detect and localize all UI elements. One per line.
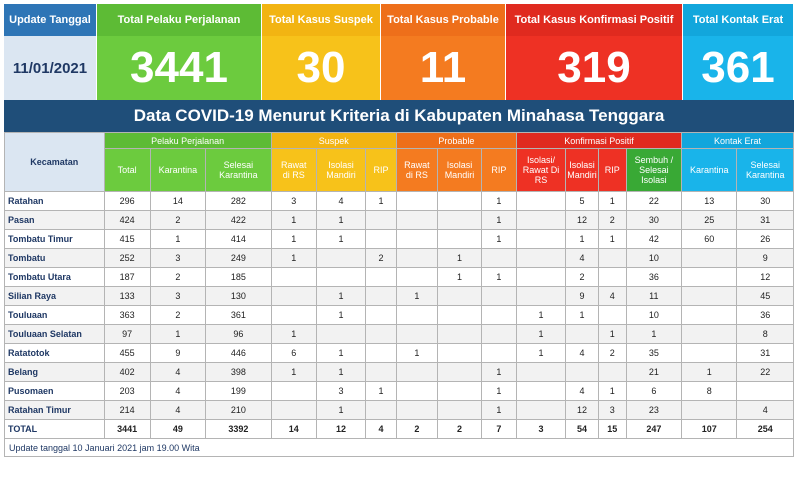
table-cell: 1 [150,230,205,249]
table-cell: 2 [396,420,437,439]
table-cell [482,306,517,325]
table-cell [316,249,365,268]
table-cell [396,363,437,382]
table-cell: 187 [104,268,150,287]
table-cell: 1 [437,268,481,287]
update-date-value: 11/01/2021 [12,59,88,77]
kecamatan-name: Silian Raya [5,287,105,306]
table-cell: 1 [482,192,517,211]
table-row [5,268,794,287]
table-cell: 1 [566,306,599,325]
table-cell: 1 [516,344,565,363]
table-cell: 45 [737,287,794,306]
table-cell [396,401,437,420]
column-header: Selesai Karantina [206,149,272,192]
table-cell [437,401,481,420]
table-cell [366,363,397,382]
table-cell [682,268,737,287]
table-cell: 3392 [206,420,272,439]
table-cell: 1 [316,211,365,230]
table-cell [598,268,626,287]
table-cell: 1 [271,249,316,268]
table-cell [437,344,481,363]
table-row [5,287,794,306]
table-cell [366,325,397,344]
table-cell: 1 [482,382,517,401]
table-cell [516,268,565,287]
table-cell: 1 [482,211,517,230]
summary-card [683,4,794,100]
table-cell: 185 [206,268,272,287]
table-cell [598,249,626,268]
column-header: Selesai Karantina [737,149,794,192]
table-cell [271,382,316,401]
table-row [5,249,794,268]
table-cell: 107 [682,420,737,439]
table-cell: 10 [626,306,681,325]
table-cell: 1 [516,306,565,325]
summary-card-value: 11 [419,43,467,92]
table-cell: 1 [626,325,681,344]
table-cell: 1 [682,363,737,382]
table-cell: 402 [104,363,150,382]
table-cell: 361 [206,306,272,325]
table-cell [437,382,481,401]
table-cell [516,287,565,306]
group-header: Probable [396,133,516,149]
kecamatan-name: Ratahan [5,192,105,211]
table-cell: 9 [566,287,599,306]
table-cell [482,344,517,363]
table-cell: 4 [737,401,794,420]
table-cell [682,325,737,344]
kecamatan-name: TOTAL [5,420,105,439]
table-cell: 13 [682,192,737,211]
table-cell: 3 [598,401,626,420]
covid-table [4,132,794,439]
table-cell: 4 [366,420,397,439]
table-cell [566,325,599,344]
table-cell: 2 [150,211,205,230]
summary-card-value: 3441 [130,43,228,92]
summary-card-value: 319 [557,43,631,92]
table-cell: 1 [396,287,437,306]
table-cell: 15 [598,420,626,439]
column-header: Rawat di RS [396,149,437,192]
update-date-label: Update Tanggal [4,4,96,36]
table-cell: 249 [206,249,272,268]
group-header: Suspek [271,133,396,149]
table-cell: 446 [206,344,272,363]
table-cell [682,344,737,363]
table-cell: 363 [104,306,150,325]
table-row [5,401,794,420]
table-cell [482,287,517,306]
table-cell [366,401,397,420]
table-row [5,230,794,249]
table-cell: 12 [737,268,794,287]
column-header: Isolasi Mandiri [566,149,599,192]
table-cell: 4 [150,401,205,420]
table-cell [437,325,481,344]
table-cell: 11 [626,287,681,306]
table-cell: 23 [626,401,681,420]
table-cell [516,192,565,211]
table-cell: 4 [566,382,599,401]
table-cell: 4 [316,192,365,211]
table-cell: 8 [737,325,794,344]
table-cell: 26 [737,230,794,249]
table-cell [482,325,517,344]
table-cell: 14 [271,420,316,439]
summary-card [97,4,262,100]
table-cell [437,230,481,249]
table-cell: 2 [566,268,599,287]
table-cell: 6 [271,344,316,363]
table-cell: 1 [437,249,481,268]
table-cell [437,211,481,230]
table-cell [366,268,397,287]
table-cell: 1 [271,325,316,344]
table-cell: 12 [566,211,599,230]
table-cell: 25 [682,211,737,230]
table-cell: 2 [150,268,205,287]
table-cell [366,306,397,325]
table-cell: 3 [150,287,205,306]
table-cell: 12 [316,420,365,439]
table-cell: 60 [682,230,737,249]
table-cell: 282 [206,192,272,211]
total-row [5,420,794,439]
table-cell: 199 [206,382,272,401]
table-cell [366,344,397,363]
table-cell: 2 [598,211,626,230]
table-cell [737,382,794,401]
kecamatan-name: Ratahan Timur [5,401,105,420]
table-cell: 422 [206,211,272,230]
table-cell [482,249,517,268]
group-header: Pelaku Perjalanan [104,133,271,149]
kecamatan-name: Tombatu Timur [5,230,105,249]
column-header: Rawat di RS [271,149,316,192]
page-title: Data COVID-19 Menurut Kriteria di Kabupaten Minahasa Tenggara [4,100,794,132]
table-cell: 3441 [104,420,150,439]
table-cell [396,192,437,211]
table-cell [516,382,565,401]
update-date-card [4,4,97,100]
table-cell: 1 [396,344,437,363]
table-cell: 247 [626,420,681,439]
table-cell: 214 [104,401,150,420]
table-cell: 1 [316,306,365,325]
summary-card-label: Total Kasus Konfirmasi Positif [506,4,682,36]
table-cell: 31 [737,211,794,230]
summary-card-value: 361 [701,43,775,92]
table-cell: 296 [104,192,150,211]
summary-card-label: Total Kasus Probable [381,4,505,36]
table-cell: 1 [598,325,626,344]
table-cell [396,382,437,401]
column-header: RIP [598,149,626,192]
table-cell: 1 [482,230,517,249]
table-cell [366,230,397,249]
table-cell: 1 [271,363,316,382]
table-cell [396,230,437,249]
table-cell: 35 [626,344,681,363]
table-cell: 4 [150,382,205,401]
group-header: Konfirmasi Positif [516,133,681,149]
table-cell: 2 [150,306,205,325]
table-cell [316,325,365,344]
table-cell [316,268,365,287]
table-cell: 54 [566,420,599,439]
table-cell: 252 [104,249,150,268]
table-cell: 30 [626,211,681,230]
table-cell: 133 [104,287,150,306]
table-cell: 36 [737,306,794,325]
table-cell: 4 [150,363,205,382]
table-cell: 1 [316,363,365,382]
table-cell: 1 [516,325,565,344]
table-cell [598,363,626,382]
table-cell: 3 [316,382,365,401]
table-cell: 4 [566,249,599,268]
table-cell: 2 [366,249,397,268]
table-cell [516,363,565,382]
table-row [5,325,794,344]
table-cell: 1 [316,287,365,306]
summary-card [381,4,506,100]
table-cell [271,401,316,420]
table-cell: 203 [104,382,150,401]
table-cell: 22 [626,192,681,211]
table-cell: 9 [737,249,794,268]
table-cell: 36 [626,268,681,287]
table-cell: 1 [316,401,365,420]
kecamatan-name: Tombatu [5,249,105,268]
update-footer: Update tanggal 10 Januari 2021 jam 19.00 Wita [4,439,794,457]
table-row [5,382,794,401]
table-row [5,306,794,325]
table-cell: 424 [104,211,150,230]
table-cell [598,306,626,325]
table-cell [516,401,565,420]
table-cell: 22 [737,363,794,382]
table-cell [437,306,481,325]
kecamatan-name: Ratatotok [5,344,105,363]
table-cell: 12 [566,401,599,420]
column-header: Sembuh / Selesai Isolasi [626,149,681,192]
summary-card-label: Total Pelaku Perjalanan [97,4,261,36]
table-cell: 1 [566,230,599,249]
column-header: Isolasi Mandiri [316,149,365,192]
table-cell [682,401,737,420]
kecamatan-name: Belang [5,363,105,382]
table-cell [271,268,316,287]
table-cell: 1 [316,344,365,363]
table-cell: 1 [598,230,626,249]
table-cell: 210 [206,401,272,420]
table-cell: 1 [482,363,517,382]
table-cell: 10 [626,249,681,268]
column-header: Isolasi Mandiri [437,149,481,192]
table-cell [437,192,481,211]
table-cell: 254 [737,420,794,439]
table-cell: 21 [626,363,681,382]
table-cell: 1 [598,192,626,211]
table-cell: 14 [150,192,205,211]
summary-card-value: 30 [296,43,346,92]
table-cell: 97 [104,325,150,344]
summary-card-label: Total Kontak Erat [683,4,793,36]
table-cell: 8 [682,382,737,401]
summary-bar [4,4,794,100]
kecamatan-name: Pasan [5,211,105,230]
table-cell [271,287,316,306]
kecamatan-header: Kecamatan [5,133,105,192]
table-cell [396,211,437,230]
table-cell [437,363,481,382]
table-cell: 1 [482,401,517,420]
table-cell: 414 [206,230,272,249]
group-header: Kontak Erat [682,133,794,149]
summary-card [506,4,683,100]
table-cell: 1 [271,230,316,249]
table-cell: 1 [366,192,397,211]
column-header: Karantina [150,149,205,192]
table-cell [396,325,437,344]
table-cell: 7 [482,420,517,439]
table-cell [437,287,481,306]
table-cell: 31 [737,344,794,363]
table-cell: 9 [150,344,205,363]
kecamatan-name: Touluaan [5,306,105,325]
table-cell [396,268,437,287]
table-cell: 1 [271,211,316,230]
table-cell [516,230,565,249]
table-cell: 1 [316,230,365,249]
column-header: Isolasi/ Rawat Di RS [516,149,565,192]
kecamatan-name: Tombatu Utara [5,268,105,287]
table-cell: 130 [206,287,272,306]
table-cell: 3 [516,420,565,439]
column-header: Total [104,149,150,192]
table-cell: 1 [598,382,626,401]
table-cell: 2 [598,344,626,363]
table-cell: 1 [366,382,397,401]
table-row [5,211,794,230]
kecamatan-name: Touluaan Selatan [5,325,105,344]
table-row [5,363,794,382]
table-cell: 4 [598,287,626,306]
table-cell [396,249,437,268]
table-cell: 6 [626,382,681,401]
table-cell [271,306,316,325]
table-cell [516,211,565,230]
table-row [5,192,794,211]
table-cell [682,249,737,268]
table-cell: 49 [150,420,205,439]
summary-card-label: Total Kasus Suspek [262,4,380,36]
table-cell [682,306,737,325]
summary-card [262,4,381,100]
table-cell: 455 [104,344,150,363]
table-cell [366,287,397,306]
table-cell [566,363,599,382]
table-cell [396,306,437,325]
table-cell: 1 [482,268,517,287]
table-cell: 415 [104,230,150,249]
table-cell: 30 [737,192,794,211]
table-cell [366,211,397,230]
table-cell: 42 [626,230,681,249]
table-cell: 1 [150,325,205,344]
column-header: RIP [482,149,517,192]
table-cell: 3 [271,192,316,211]
covid-dashboard [4,4,794,457]
table-cell: 5 [566,192,599,211]
table-cell: 398 [206,363,272,382]
column-header: RIP [366,149,397,192]
table-cell [682,287,737,306]
table-cell: 96 [206,325,272,344]
table-cell: 2 [437,420,481,439]
table-row [5,344,794,363]
table-cell [516,249,565,268]
kecamatan-name: Pusomaen [5,382,105,401]
column-header: Karantina [682,149,737,192]
table-cell: 4 [566,344,599,363]
table-cell: 3 [150,249,205,268]
